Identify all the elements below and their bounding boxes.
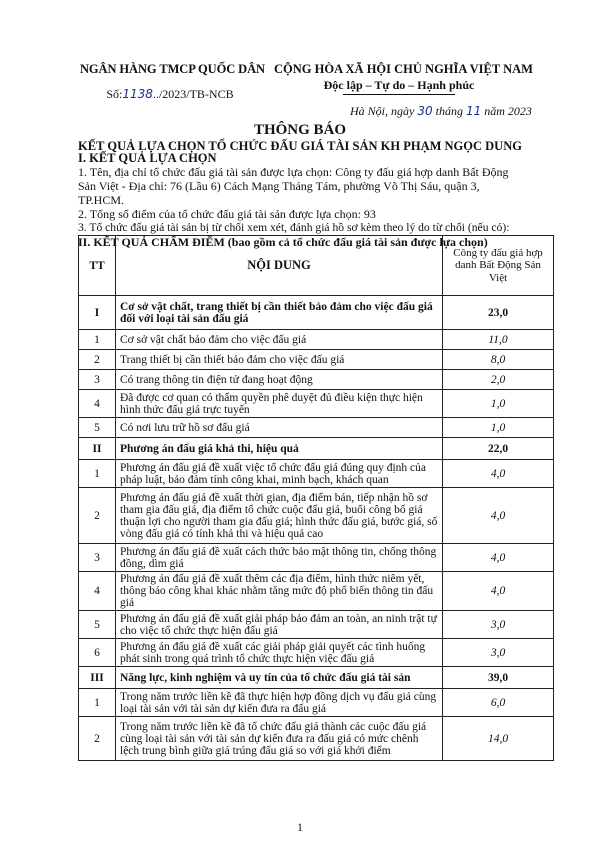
row-content: Có nơi lưu trữ hồ sơ đấu giá: [116, 418, 443, 438]
section-1-line-3: 3. Tổ chức đấu giá tài sản bị từ chối xem xét, đánh giá hồ sơ kèm theo lý do từ chối (nếu có):: [78, 221, 510, 234]
row-number: 1: [79, 460, 116, 488]
row-number: 3: [79, 370, 116, 390]
row-score: 4,0: [443, 572, 554, 611]
score-table: [78, 235, 554, 761]
row-number: 5: [79, 611, 116, 639]
section-1-line-2: 2. Tổng số điểm của tổ chức đấu giá tài sản được lựa chọn: 93: [78, 207, 376, 221]
issuer-block: [80, 62, 265, 102]
table-header-row: [79, 236, 554, 296]
header-tt: TT: [79, 236, 116, 296]
date-month-label: tháng: [435, 104, 463, 118]
row-score: 1,0: [443, 390, 554, 418]
table-row: [79, 488, 554, 544]
header-content: NỘI DUNG: [116, 236, 443, 296]
row-content: Phương án đấu giá khả thi, hiệu quả: [116, 438, 443, 460]
row-score: 4,0: [443, 488, 554, 544]
row-score: 23,0: [443, 296, 554, 330]
table-row: [79, 717, 554, 761]
row-score: 1,0: [443, 418, 554, 438]
table-row: [79, 418, 554, 438]
table-row: [79, 330, 554, 350]
row-score: 6,0: [443, 689, 554, 717]
row-score: 3,0: [443, 639, 554, 667]
document-date: [350, 104, 532, 119]
table-body: [79, 296, 554, 761]
row-content: Trong năm trước liền kề đã tổ chức đấu giá thành các cuộc đấu giá cùng loại tài sản với tài sản dự kiến đưa ra đấu giá có mức chênh lệch trung bình giữa giá trúng đấu giá so với giá khởi điểm: [116, 717, 443, 761]
row-score: 4,0: [443, 460, 554, 488]
row-content: Đã được cơ quan có thẩm quyền phê duyệt đủ điều kiện thực hiện hình thức đấu giá trực tuyến: [116, 390, 443, 418]
document-title: THÔNG BÁO: [253, 122, 347, 138]
row-number: III: [79, 667, 116, 689]
table-row: [79, 438, 554, 460]
national-motto: Độc lập – Tự do – Hạnh phúc: [323, 78, 475, 92]
row-content: Phương án đấu giá đề xuất các giải pháp giải quyết các tình huống phát sinh trong quá trình tổ chức thực hiện việc đấu giá: [116, 639, 443, 667]
table-row: [79, 689, 554, 717]
row-score: 39,0: [443, 667, 554, 689]
row-content: Phương án đấu giá đề xuất giải pháp bảo đảm an toàn, an ninh trật tự cho việc tổ chức thực hiện đấu giá: [116, 611, 443, 639]
date-place: Hà Nội, ngày: [350, 104, 415, 118]
section-2-heading: II. KẾT QUẢ CHẤM ĐIỂM (bao gồm cả tổ chức đấu giá tài sản được lựa chọn): [78, 235, 488, 249]
row-score: 4,0: [443, 544, 554, 572]
bank-name: NGÂN HÀNG TMCP QUỐC DÂN: [80, 62, 265, 76]
row-number: I: [79, 296, 116, 330]
table-row: [79, 544, 554, 572]
row-number: 6: [79, 639, 116, 667]
table-row: [79, 611, 554, 639]
row-number: 5: [79, 418, 116, 438]
doc-number-suffix: ../2023/TB-NCB: [152, 87, 234, 101]
row-number: 2: [79, 350, 116, 370]
page-number: 1: [297, 820, 303, 834]
date-day: 30: [417, 104, 433, 118]
table-row: [79, 460, 554, 488]
row-score: 3,0: [443, 611, 554, 639]
row-score: 22,0: [443, 438, 554, 460]
row-content: Có trang thông tin điện tử đang hoạt động: [116, 370, 443, 390]
row-number: 1: [79, 689, 116, 717]
row-score: 14,0: [443, 717, 554, 761]
national-header: [274, 62, 533, 95]
row-content: Trong năm trước liền kề đã thực hiện hợp đồng dịch vụ đấu giá cùng loại tài sản với tài sản dự kiến đưa ra đấu giá: [116, 689, 443, 717]
row-number: 4: [79, 390, 116, 418]
table-row: [79, 390, 554, 418]
date-year: năm 2023: [484, 104, 532, 118]
section-1-heading: I. KẾT QUẢ LỰA CHỌN: [78, 151, 217, 165]
row-content: Phương án đấu giá đề xuất thời gian, địa điểm bán, tiếp nhận hồ sơ tham gia đấu giá, địa điểm tổ chức cuộc đấu giá, buổi công bố giá thuận lợi cho người tham gia đấu giá; hình thức đấu giá, bước giá, số vòng đấu giá có tính khả thi và hiệu quả cao: [116, 488, 443, 544]
date-month: 11: [465, 104, 482, 118]
row-number: II: [79, 438, 116, 460]
row-number: 4: [79, 572, 116, 611]
row-score: 2,0: [443, 370, 554, 390]
row-content: Cơ sở vật chất bảo đảm cho việc đấu giá: [116, 330, 443, 350]
row-content: Trang thiết bị cần thiết bảo đảm cho việc đấu giá: [116, 350, 443, 370]
row-number: 2: [79, 488, 116, 544]
row-content: Phương án đấu giá đề xuất việc tổ chức đấu giá đúng quy định của pháp luật, bảo đảm tính công khai, minh bạch, khách quan: [116, 460, 443, 488]
document-subtitle: KẾT QUẢ LỰA CHỌN TỔ CHỨC ĐẤU GIÁ TÀI SẢN KH PHẠM NGỌC DUNG: [78, 139, 522, 153]
row-number: 1: [79, 330, 116, 350]
row-content: Phương án đấu giá đề xuất thêm các địa điểm, hình thức niêm yết, thông báo công khai khác nhằm tăng mức độ phổ biến thông tin đấu giá: [116, 572, 443, 611]
header-score: Công ty đấu giá hợp danh Bất Động Sản Việt: [443, 236, 554, 296]
row-score: 8,0: [443, 350, 554, 370]
table-row: [79, 572, 554, 611]
document-number: [80, 87, 260, 102]
table-row: [79, 639, 554, 667]
row-number: 3: [79, 544, 116, 572]
motto-underline: [343, 94, 455, 95]
republic-name: CỘNG HÒA XÃ HỘI CHỦ NGHĨA VIỆT NAM: [274, 62, 533, 76]
table-row: [79, 350, 554, 370]
row-number: 2: [79, 717, 116, 761]
row-score: 11,0: [443, 330, 554, 350]
doc-number-handwritten: 1138: [122, 87, 153, 101]
table-row: [79, 296, 554, 330]
table-row: [79, 370, 554, 390]
row-content: Cơ sở vật chất, trang thiết bị cần thiết bảo đảm cho việc đấu giá đối với loại tài sản đấu giá: [116, 296, 443, 330]
row-content: Phương án đấu giá đề xuất cách thức bảo mật thông tin, chống thông đồng, dìm giá: [116, 544, 443, 572]
doc-number-prefix: Số:: [106, 87, 123, 101]
row-content: Năng lực, kinh nghiệm và uy tín của tổ chức đấu giá tài sản: [116, 667, 443, 689]
table-row: [79, 667, 554, 689]
section-1-line-1: 1. Tên, địa chỉ tổ chức đấu giá tài sản được lựa chọn: Công ty đấu giá hợp danh Bất Động Sản Việt - Địa chỉ: 76 (Lầu 6) Cách Mạng Tháng Tám, phường Võ Thị Sáu, quận 3, TP.HCM.: [78, 165, 509, 207]
